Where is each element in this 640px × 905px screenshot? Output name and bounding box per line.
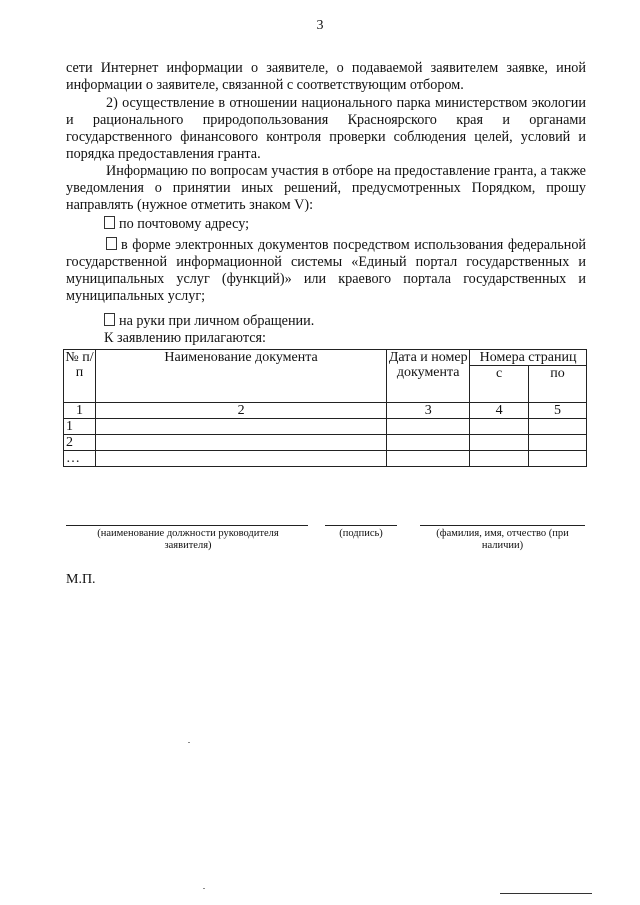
- option-in-person: [66, 313, 586, 330]
- index-cell: 1: [64, 403, 96, 419]
- header-date-number: Дата и номер документа: [387, 350, 470, 403]
- table-row: [64, 419, 587, 435]
- full-name-signature-line[interactable]: [420, 525, 585, 526]
- attachments-table: [63, 349, 587, 467]
- option-in-person-label: на руки при личном обращении.: [119, 313, 315, 329]
- option-postal-label: по почтовому адресу;: [119, 216, 250, 232]
- page-to-cell[interactable]: [529, 419, 587, 435]
- table-row: [64, 435, 587, 451]
- signature-line[interactable]: [325, 525, 397, 526]
- paragraph-control-check: [66, 95, 586, 163]
- page-number: 3: [316, 18, 324, 33]
- signature-caption: (подпись): [339, 528, 383, 539]
- stamp-placeholder: М.П.: [66, 572, 96, 587]
- in-person-checkbox[interactable]: [104, 313, 115, 326]
- paragraph-1-line-1: сети Интернет информации о заявителе, о подаваемой заявителем заявке, иной: [66, 60, 586, 76]
- attachments-heading: [66, 330, 586, 347]
- page-from-cell[interactable]: [470, 419, 529, 435]
- index-cell: 2: [95, 403, 386, 419]
- attachments-title: К заявлению прилагаются:: [104, 330, 266, 346]
- option-postal: [66, 216, 586, 233]
- header-page-numbers: Номера страниц: [470, 350, 587, 366]
- table-header-row: [64, 350, 587, 366]
- index-cell: 5: [529, 403, 587, 419]
- row-number: 1: [64, 419, 96, 435]
- page-from-cell[interactable]: [470, 435, 529, 451]
- position-signature-line[interactable]: [66, 525, 308, 526]
- electronic-checkbox[interactable]: [106, 237, 117, 250]
- index-cell: 3: [387, 403, 470, 419]
- paragraph-notification-request: [66, 163, 586, 214]
- postal-checkbox[interactable]: [104, 216, 115, 229]
- document-date-cell[interactable]: [387, 451, 470, 467]
- document-date-cell[interactable]: [387, 435, 470, 451]
- table-index-row: [64, 403, 587, 419]
- document-name-cell[interactable]: [95, 435, 386, 451]
- index-cell: 4: [470, 403, 529, 419]
- bottom-rule: [500, 893, 592, 894]
- page-to-cell[interactable]: [529, 451, 587, 467]
- page-to-cell[interactable]: [529, 435, 587, 451]
- scan-speck: [188, 742, 190, 743]
- paragraph-2: 2) осуществление в отношении национального парка министерством экологии и рационального природопользования Красноярского края и органами государственного финансового контроля проверки соблюдения целей, условий и порядка предоставления гранта.: [66, 95, 586, 162]
- table-row: [64, 451, 587, 467]
- header-page-from: с: [470, 366, 529, 403]
- header-page-to: по: [529, 366, 587, 403]
- option-electronic-label: в форме электронных документов посредством использования федеральной государственной информационной системы «Единый портал государственных и муниципальных услуг (функций)» или краевого портала государственных и муниципальных услуг;: [66, 237, 586, 304]
- position-caption: (наименование должности руководителя заявителя): [97, 528, 279, 551]
- page-from-cell[interactable]: [470, 451, 529, 467]
- option-electronic: [66, 237, 586, 305]
- row-number: 2: [64, 435, 96, 451]
- header-document-name: Наименование документа: [95, 350, 386, 403]
- document-date-cell[interactable]: [387, 419, 470, 435]
- document-name-cell[interactable]: [95, 451, 386, 467]
- full-name-caption: (фамилия, имя, отчество (при наличии): [436, 528, 569, 551]
- paragraph-3: Информацию по вопросам участия в отборе на предоставление гранта, а также уведомления о принятии иных решений, предусмотренных Порядком, прошу направлять (нужное отметить знаком V):: [66, 163, 586, 213]
- document-name-cell[interactable]: [95, 419, 386, 435]
- paragraph-1-line-2: информации о заявителе, связанной с соответствующим отбором.: [66, 77, 464, 93]
- paragraph-internet-info: [66, 60, 586, 94]
- header-number: № п/п: [64, 350, 96, 403]
- scan-speck: [203, 888, 205, 889]
- row-number: …: [64, 451, 96, 467]
